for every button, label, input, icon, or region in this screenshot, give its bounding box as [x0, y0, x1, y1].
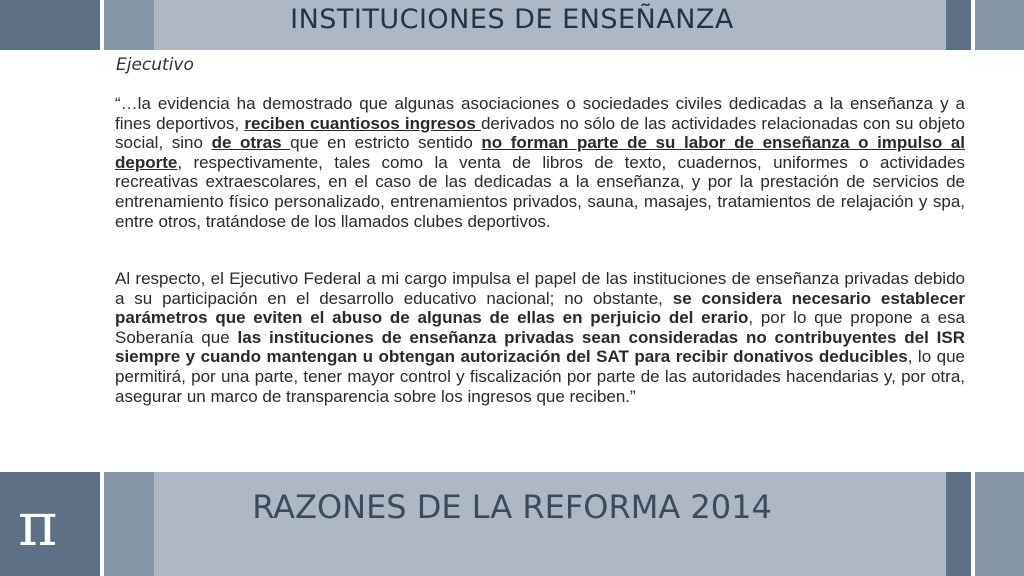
page-title: INSTITUCIONES DE ENSEÑANZA: [290, 4, 734, 35]
text-run: Al respecto, el Ejecutivo Federal a mi cargo impulsa el papel de las instituciones de enseñanza privadas debido a su participación en el desarrollo educativo nacional; no obstante,: [115, 269, 965, 308]
text-run: las instituciones de enseñanza privadas sean consideradas no contribuyentes del ISR siempre y cuando mantengan u obtengan autorización del SAT para recibir donativos deducibles: [115, 327, 966, 367]
text-run: , por lo que propone a esa Soberanía que: [115, 308, 965, 347]
paragraph-1: [115, 94, 965, 231]
header-mid-block-left: [104, 0, 154, 50]
subheading: Ejecutivo: [116, 55, 194, 75]
text-run: no forman parte de su labor de enseñanza o impulso al deporte: [115, 133, 965, 172]
footer-mid-block-left: [104, 472, 154, 576]
header-dark-block-right: [946, 0, 971, 50]
text-run: que en estricto sentido: [290, 133, 482, 153]
footer-title: RAZONES DE LA REFORMA 2014: [252, 488, 772, 526]
paragraph-2: [115, 269, 965, 406]
text-run: , respectivamente, tales como la venta de libros de texto, cuadernos, uniformes o actividades recreativas extraescolares, en el caso de las dedicadas a la enseñanza, y por la prestación de servicios de entrenamiento físico personalizado, entrenamientos privados, sauna, masajes, tratamientos de relajación y spa, entre otros, tratándose de los llamados clubes deportivos.: [115, 152, 965, 231]
text-run: reciben cuantiosos ingresos: [244, 113, 481, 133]
footer-dark-block-right: [946, 472, 971, 576]
footer-mid-block-right: [975, 472, 1024, 576]
text-run: de otras: [211, 133, 291, 153]
header-dark-block-left: [0, 0, 100, 50]
pi-icon: π: [18, 490, 58, 560]
text-run: “…la evidencia ha demostrado que algunas asociaciones o sociedades civiles dedicadas a la enseñanza y a fines deportivos,: [115, 94, 965, 133]
text-run: , lo que permitirá, por una parte, tener mayor control y fiscalización por parte de las autoridades hacendarias y, por otra, asegurar un marco de transparencia sobre los ingresos que reciben.”: [115, 347, 965, 406]
header-mid-block-right: [975, 0, 1024, 50]
text-run: se considera necesario establecer parámetros que eviten el abuso de algunas de ellas en perjuicio del erario: [115, 288, 965, 328]
text-run: derivados no sólo de las actividades relacionadas con su objeto social, sino: [115, 113, 965, 153]
